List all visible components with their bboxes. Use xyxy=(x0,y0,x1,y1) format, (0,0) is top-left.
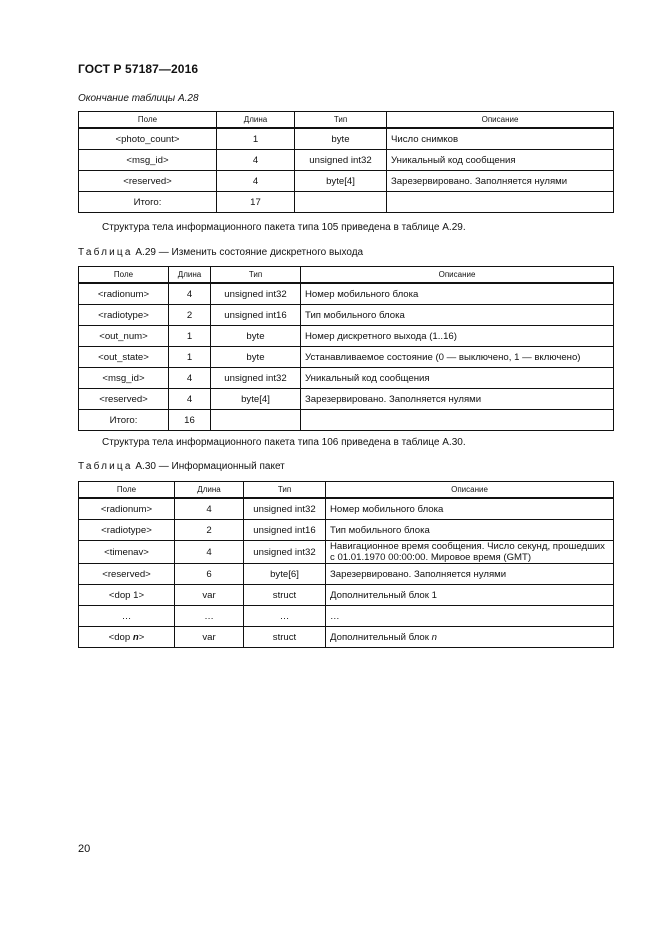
caption-label: Таблица xyxy=(78,247,133,258)
caption-label: Таблица xyxy=(78,461,133,472)
description-cell: Навигационное время сообщения. Число секунд, прошедших с 01.01.1970 00:00:00. Мировое время (GMT) xyxy=(326,541,614,564)
length-cell: 1 xyxy=(169,326,211,347)
table-row xyxy=(79,368,614,389)
description-cell: Тип мобильного блока xyxy=(326,520,614,541)
table-row xyxy=(79,128,614,150)
table-row xyxy=(79,283,614,305)
type-cell: struct xyxy=(244,627,326,648)
length-cell: 2 xyxy=(175,520,244,541)
page-number: 20 xyxy=(78,843,91,855)
table-row xyxy=(79,564,614,585)
length-cell: 4 xyxy=(175,498,244,520)
table-row xyxy=(79,326,614,347)
type-cell: byte xyxy=(211,347,301,368)
description-cell: Номер мобильного блока xyxy=(301,283,614,305)
type-cell xyxy=(211,410,301,431)
column-header: Описание xyxy=(301,267,614,284)
table-row xyxy=(79,606,614,627)
type-cell: byte[4] xyxy=(211,389,301,410)
length-cell: 4 xyxy=(169,283,211,305)
field-cell: <reserved> xyxy=(79,564,175,585)
length-cell: 17 xyxy=(217,192,295,213)
column-header: Длина xyxy=(169,267,211,284)
table-row xyxy=(79,347,614,368)
description-cell: Зарезервировано. Заполняется нулями xyxy=(301,389,614,410)
field-cell: <radiotype> xyxy=(79,520,175,541)
description-cell: Дополнительный блок 1 xyxy=(326,585,614,606)
column-header: Длина xyxy=(217,112,295,129)
description-cell: … xyxy=(326,606,614,627)
field-cell: … xyxy=(79,606,175,627)
column-header: Длина xyxy=(175,482,244,499)
type-cell: unsigned int16 xyxy=(244,520,326,541)
type-cell: struct xyxy=(244,585,326,606)
field-cell: <msg_id> xyxy=(79,368,169,389)
field-cell: Итого: xyxy=(79,410,169,431)
type-cell: unsigned int32 xyxy=(211,368,301,389)
table-row xyxy=(79,150,614,171)
length-cell: 1 xyxy=(217,128,295,150)
column-header: Описание xyxy=(387,112,614,129)
type-cell: … xyxy=(244,606,326,627)
field-cell: <msg_id> xyxy=(79,150,217,171)
table-a29-caption xyxy=(78,247,363,258)
type-cell: byte xyxy=(211,326,301,347)
length-cell: var xyxy=(175,585,244,606)
type-cell: unsigned int32 xyxy=(295,150,387,171)
description-cell: Устанавливаемое состояние (0 — выключено, 1 — включено) xyxy=(301,347,614,368)
description-cell: Уникальный код сообщения xyxy=(301,368,614,389)
field-cell: <out_num> xyxy=(79,326,169,347)
table-row xyxy=(79,410,614,431)
description-cell: Тип мобильного блока xyxy=(301,305,614,326)
length-cell: 2 xyxy=(169,305,211,326)
table-row xyxy=(79,498,614,520)
description-cell: Зарезервировано. Заполняется нулями xyxy=(326,564,614,585)
length-cell: 4 xyxy=(217,150,295,171)
table-row xyxy=(79,171,614,192)
table-row xyxy=(79,389,614,410)
description-cell xyxy=(387,192,614,213)
table-a30 xyxy=(78,481,614,648)
field-cell: <radionum> xyxy=(79,498,175,520)
type-cell: byte[4] xyxy=(295,171,387,192)
table-row xyxy=(79,192,614,213)
column-header: Поле xyxy=(79,112,217,129)
caption-text: А.30 — Информационный пакет xyxy=(135,461,285,472)
table-row xyxy=(79,541,614,564)
length-cell: 6 xyxy=(175,564,244,585)
description-cell: Номер дискретного выхода (1..16) xyxy=(301,326,614,347)
table-row xyxy=(79,585,614,606)
column-header: Описание xyxy=(326,482,614,499)
caption-text: А.29 — Изменить состояние дискретного выхода xyxy=(135,247,364,258)
length-cell: 16 xyxy=(169,410,211,431)
length-cell: 4 xyxy=(217,171,295,192)
length-cell: 4 xyxy=(169,368,211,389)
type-cell: byte xyxy=(295,128,387,150)
length-cell: … xyxy=(175,606,244,627)
column-header: Тип xyxy=(211,267,301,284)
description-cell: Номер мобильного блока xyxy=(326,498,614,520)
length-cell: 4 xyxy=(175,541,244,564)
field-cell: <radiotype> xyxy=(79,305,169,326)
field-cell: <timenav> xyxy=(79,541,175,564)
field-cell: <reserved> xyxy=(79,171,217,192)
description-cell: Число снимков xyxy=(387,128,614,150)
length-cell: 4 xyxy=(169,389,211,410)
field-cell: <reserved> xyxy=(79,389,169,410)
type-cell: unsigned int16 xyxy=(211,305,301,326)
table-a28-caption: Окончание таблицы А.28 xyxy=(78,93,199,104)
type-cell: unsigned int32 xyxy=(244,541,326,564)
description-cell: Уникальный код сообщения xyxy=(387,150,614,171)
table-a28 xyxy=(78,111,614,213)
field-cell: <dop 1> xyxy=(79,585,175,606)
column-header: Тип xyxy=(295,112,387,129)
table-a30-caption xyxy=(78,461,285,472)
column-header: Поле xyxy=(79,267,169,284)
description-cell: Дополнительный блок n xyxy=(326,627,614,648)
length-cell: var xyxy=(175,627,244,648)
length-cell: 1 xyxy=(169,347,211,368)
type-cell xyxy=(295,192,387,213)
description-cell xyxy=(301,410,614,431)
type-cell: unsigned int32 xyxy=(211,283,301,305)
paragraph: Структура тела информационного пакета типа 105 приведена в таблице А.29. xyxy=(102,222,466,233)
column-header: Поле xyxy=(79,482,175,499)
column-header: Тип xyxy=(244,482,326,499)
paragraph: Структура тела информационного пакета типа 106 приведена в таблице А.30. xyxy=(102,437,466,448)
document-header: ГОСТ Р 57187—2016 xyxy=(78,62,199,76)
field-cell: Итого: xyxy=(79,192,217,213)
field-cell: <photo_count> xyxy=(79,128,217,150)
field-cell: <radionum> xyxy=(79,283,169,305)
field-cell: <out_state> xyxy=(79,347,169,368)
table-a29 xyxy=(78,266,614,431)
table-row xyxy=(79,305,614,326)
type-cell: byte[6] xyxy=(244,564,326,585)
type-cell: unsigned int32 xyxy=(244,498,326,520)
description-cell: Зарезервировано. Заполняется нулями xyxy=(387,171,614,192)
field-cell: <dop n> xyxy=(79,627,175,648)
table-row xyxy=(79,520,614,541)
table-row xyxy=(79,627,614,648)
